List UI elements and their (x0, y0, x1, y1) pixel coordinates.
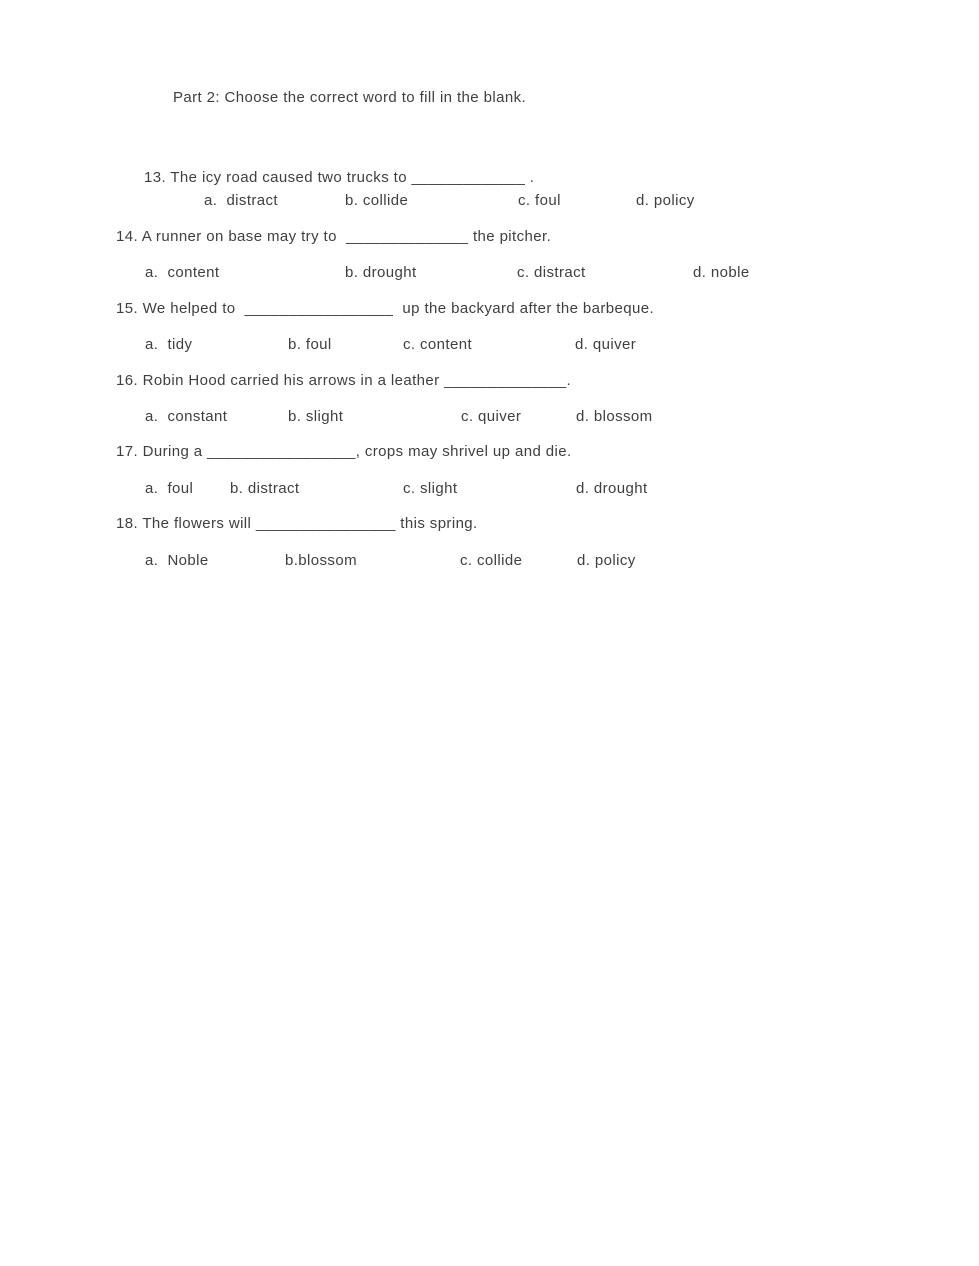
question-14-options (0, 264, 979, 281)
question-13-option-a: a. distract (204, 192, 278, 209)
question-15-options (0, 336, 979, 353)
question-18-option-c: c. collide (460, 552, 523, 569)
question-17-option-a: a. foul (145, 480, 194, 497)
question-14-text: 14. A runner on base may try to ______________ the pitcher. (116, 228, 552, 245)
question-16-option-a: a. constant (145, 408, 228, 425)
question-14-option-c: c. distract (517, 264, 586, 281)
question-15-text: 15. We helped to _________________ up the backyard after the barbeque. (116, 300, 655, 317)
question-15-option-d: d. quiver (575, 336, 637, 353)
question-17-text: 17. During a _________________, crops may shrivel up and die. (116, 443, 572, 460)
question-18-option-a: a. Noble (145, 552, 209, 569)
question-15-option-a: a. tidy (145, 336, 193, 353)
question-16-option-d: d. blossom (576, 408, 653, 425)
question-13-text: 13. The icy road caused two trucks to _____________ . (144, 169, 535, 186)
question-18-option-d: d. policy (577, 552, 636, 569)
question-17-option-d: d. drought (576, 480, 648, 497)
question-18-text: 18. The flowers will ________________ this spring. (116, 515, 478, 532)
question-17-option-c: c. slight (403, 480, 458, 497)
question-16-text: 16. Robin Hood carried his arrows in a leather ______________. (116, 372, 572, 389)
question-14-option-b: b. drought (345, 264, 417, 281)
question-16-option-c: c. quiver (461, 408, 522, 425)
question-13-options (0, 192, 979, 209)
question-14-option-d: d. noble (693, 264, 750, 281)
question-18-options (0, 552, 979, 569)
question-14-option-a: a. content (145, 264, 220, 281)
part2-heading: Part 2: Choose the correct word to fill in the blank. (173, 89, 527, 106)
question-13-option-c: c. foul (518, 192, 561, 209)
question-16-options (0, 408, 979, 425)
question-16-option-b: b. slight (288, 408, 344, 425)
question-15-option-c: c. content (403, 336, 473, 353)
question-17-option-b: b. distract (230, 480, 300, 497)
question-13-option-d: d. policy (636, 192, 695, 209)
question-17-options (0, 480, 979, 497)
question-13-option-b: b. collide (345, 192, 409, 209)
question-18-option-b: b.blossom (285, 552, 357, 569)
question-15-option-b: b. foul (288, 336, 332, 353)
